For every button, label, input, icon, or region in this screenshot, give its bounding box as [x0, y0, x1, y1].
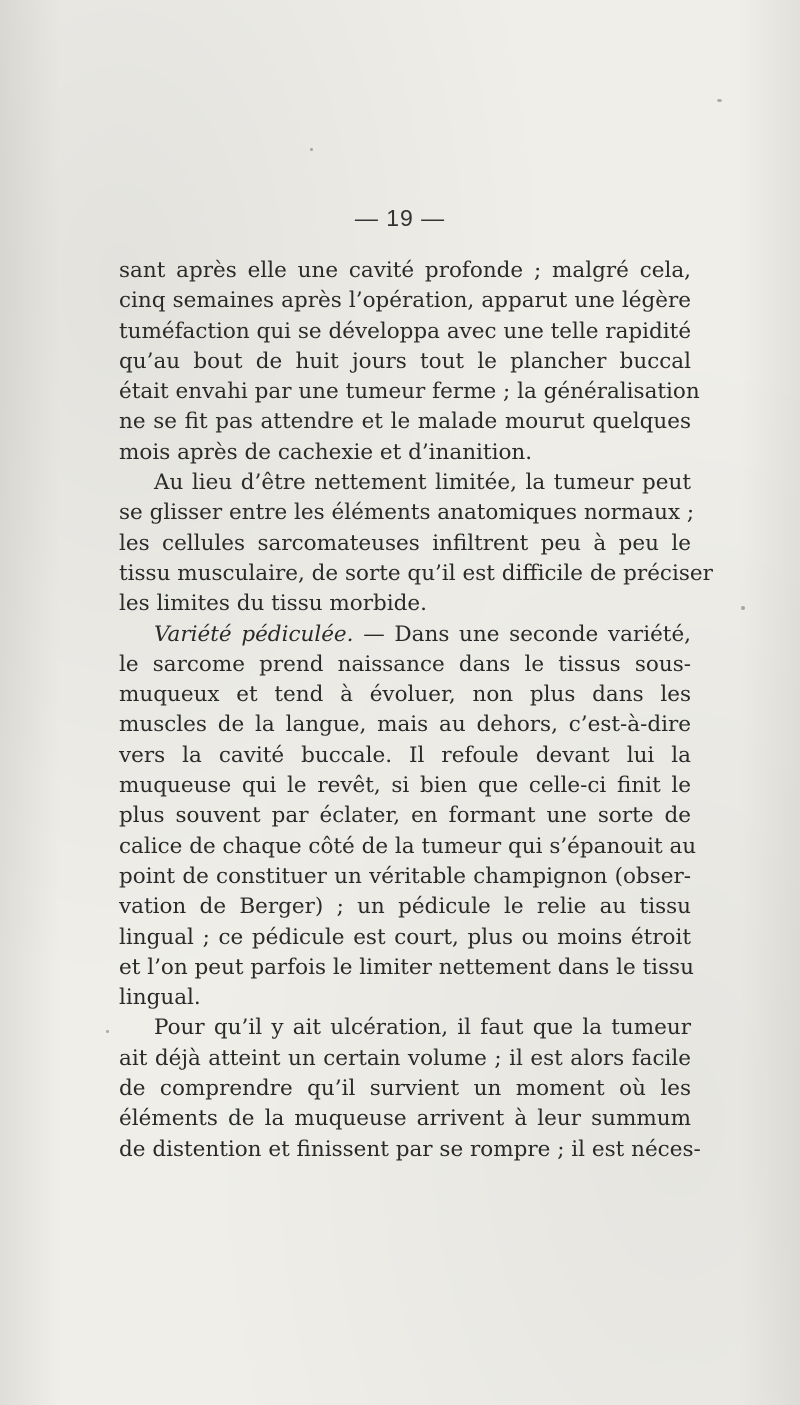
text-line: point de constituer un véritable champignon (obser- [119, 863, 691, 889]
paper-speck [741, 606, 745, 610]
text-line: de distention et finissent par se rompre ; il est néces- [119, 1136, 701, 1162]
text-line: était envahi par une tumeur ferme ; la généralisation [119, 379, 700, 405]
text-line: se glisser entre les éléments anatomiques normaux ; [119, 500, 695, 526]
text-line: éléments de la muqueuse arrivent à leur summum [119, 1106, 691, 1132]
body-text [119, 256, 713, 1165]
text-line: les cellules sarcomateuses infiltrent peu à peu le [119, 530, 691, 556]
text-line: muqueuse qui le revêt, si bien que celle-ci finit le [119, 773, 691, 799]
paper-speck [106, 1030, 109, 1033]
text-line: muscles de la langue, mais au dehors, c’est-à-dire [119, 712, 691, 738]
section-heading: Variété pédiculée. [154, 621, 354, 647]
text-line: sant après elle une cavité profonde ; malgré cela, [119, 258, 691, 283]
text-line: tissu musculaire, de sorte qu’il est difficile de préciser [119, 560, 713, 586]
text-line: muqueux et tend à évoluer, non plus dans les [119, 682, 691, 708]
text-line: les limites du tissu morbide. [119, 591, 427, 617]
page-number: — 19 — [354, 205, 446, 231]
text-line: calice de chaque côté de la tumeur qui s’épanouit au [119, 833, 697, 859]
paragraph-start: Au lieu d’être nettement limitée, la tumeur peut [154, 470, 691, 496]
text-line: et l’on peut parfois le limiter nettement dans le tissu [119, 954, 694, 980]
text-line: le sarcome prend naissance dans le tissus sous- [119, 651, 691, 677]
text-line: vers la cavité buccale. Il refoule devant lui la [119, 742, 691, 768]
text-line: ait déjà atteint un certain volume ; il est alors facile [119, 1045, 691, 1071]
text-segment: — Dans une seconde variété, [353, 621, 692, 647]
text-line: mois après de cachexie et d’inanition. [119, 439, 533, 465]
text-line: vation de Berger) ; un pédicule le relie au tissu [119, 894, 691, 920]
text-line: lingual ; ce pédicule est court, plus ou moins étroit [119, 924, 691, 950]
text-line: lingual. [119, 985, 201, 1011]
text-line: ne se fit pas attendre et le malade mourut quelques [119, 409, 691, 435]
paragraph-start: Pour qu’il y ait ulcération, il faut que la tumeur [154, 1015, 691, 1041]
section-heading-line [119, 620, 691, 650]
text-line: cinq semaines après l’opération, apparut une légère [119, 288, 691, 314]
text-line: de comprendre qu’il survient un moment où les [119, 1076, 691, 1102]
text-line: tuméfaction qui se développa avec une telle rapidité [119, 318, 692, 344]
paper-speck [717, 99, 722, 102]
text-line: plus souvent par éclater, en formant une sorte de [119, 803, 691, 829]
paper-speck [310, 148, 313, 151]
text-line: qu’au bout de huit jours tout le plancher buccal [119, 348, 691, 374]
